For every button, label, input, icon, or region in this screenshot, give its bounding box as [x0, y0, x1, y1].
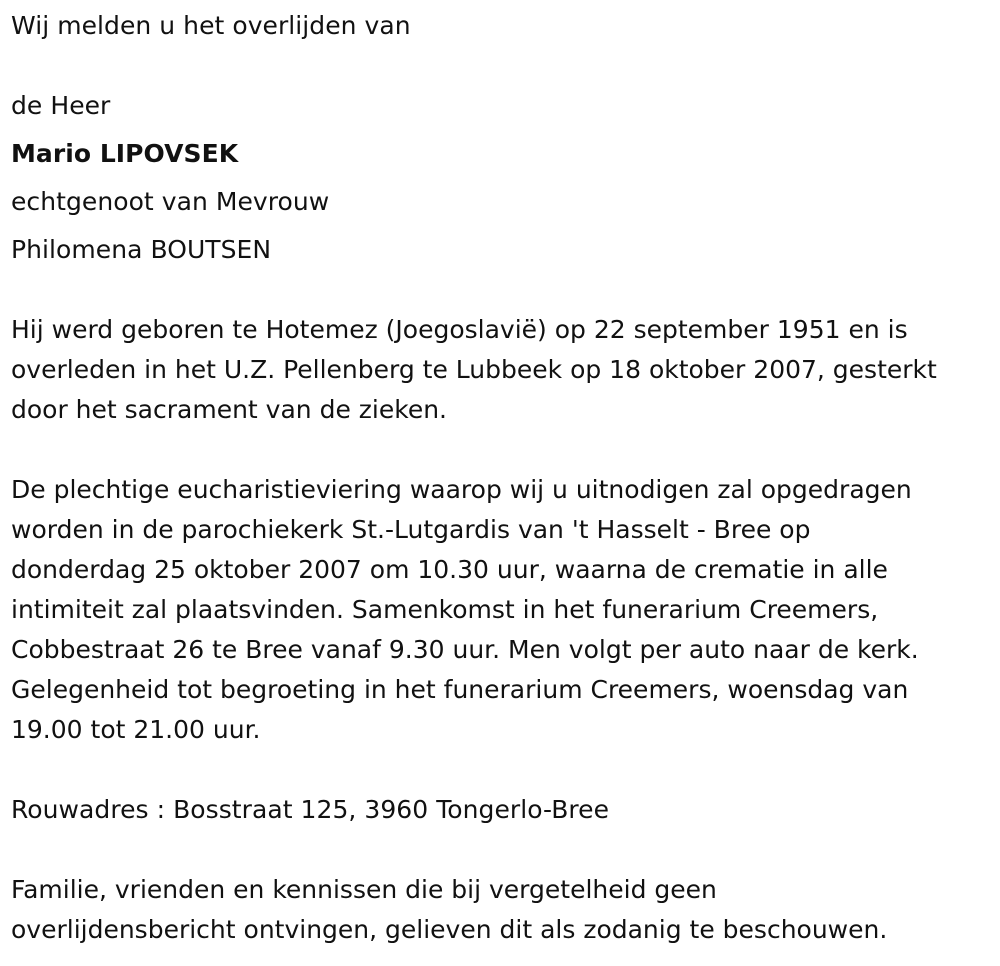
ceremony-line: 19.00 tot 21.00 uur.	[11, 715, 261, 744]
notice-intro: Wij melden u het overlijden van	[11, 11, 411, 40]
ceremony-line: donderdag 25 oktober 2007 om 10.30 uur, waarna de crematie in alle	[11, 555, 888, 584]
spouse-name: Philomena BOUTSEN	[11, 235, 272, 264]
ceremony-paragraph	[11, 470, 991, 750]
ceremony-line: Cobbestraat 26 te Bree vanaf 9.30 uur. Men volgt per auto naar de kerk.	[11, 635, 919, 664]
ceremony-line: intimiteit zal plaatsvinden. Samenkomst in het funerarium Creemers,	[11, 595, 879, 624]
ceremony-line: Gelegenheid tot begroeting in het funerarium Creemers, woensdag van	[11, 675, 909, 704]
birth-death-paragraph	[11, 310, 991, 430]
closing-line: overlijdensbericht ontvingen, gelieven dit als zodanig te beschouwen.	[11, 915, 888, 944]
birth-death-line: Hij werd geboren te Hotemez (Joegoslavië) op 22 september 1951 en is	[11, 315, 908, 344]
deceased-title: de Heer	[11, 91, 111, 120]
ceremony-line: De plechtige eucharistieviering waarop wij u uitnodigen zal opgedragen	[11, 475, 912, 504]
closing-line: Familie, vrienden en kennissen die bij vergetelheid geen	[11, 875, 717, 904]
birth-death-line: overleden in het U.Z. Pellenberg te Lubbeek op 18 oktober 2007, gesterkt	[11, 355, 937, 384]
ceremony-line: worden in de parochiekerk St.-Lutgardis van 't Hasselt - Bree op	[11, 515, 811, 544]
spouse-prefix: echtgenoot van Mevrouw	[11, 187, 330, 216]
closing-paragraph	[11, 870, 991, 950]
deceased-name: Mario LIPOVSEK	[11, 139, 239, 168]
mourning-address: Rouwadres : Bosstraat 125, 3960 Tongerlo-Bree	[11, 795, 610, 824]
birth-death-line: door het sacrament van de zieken.	[11, 395, 447, 424]
